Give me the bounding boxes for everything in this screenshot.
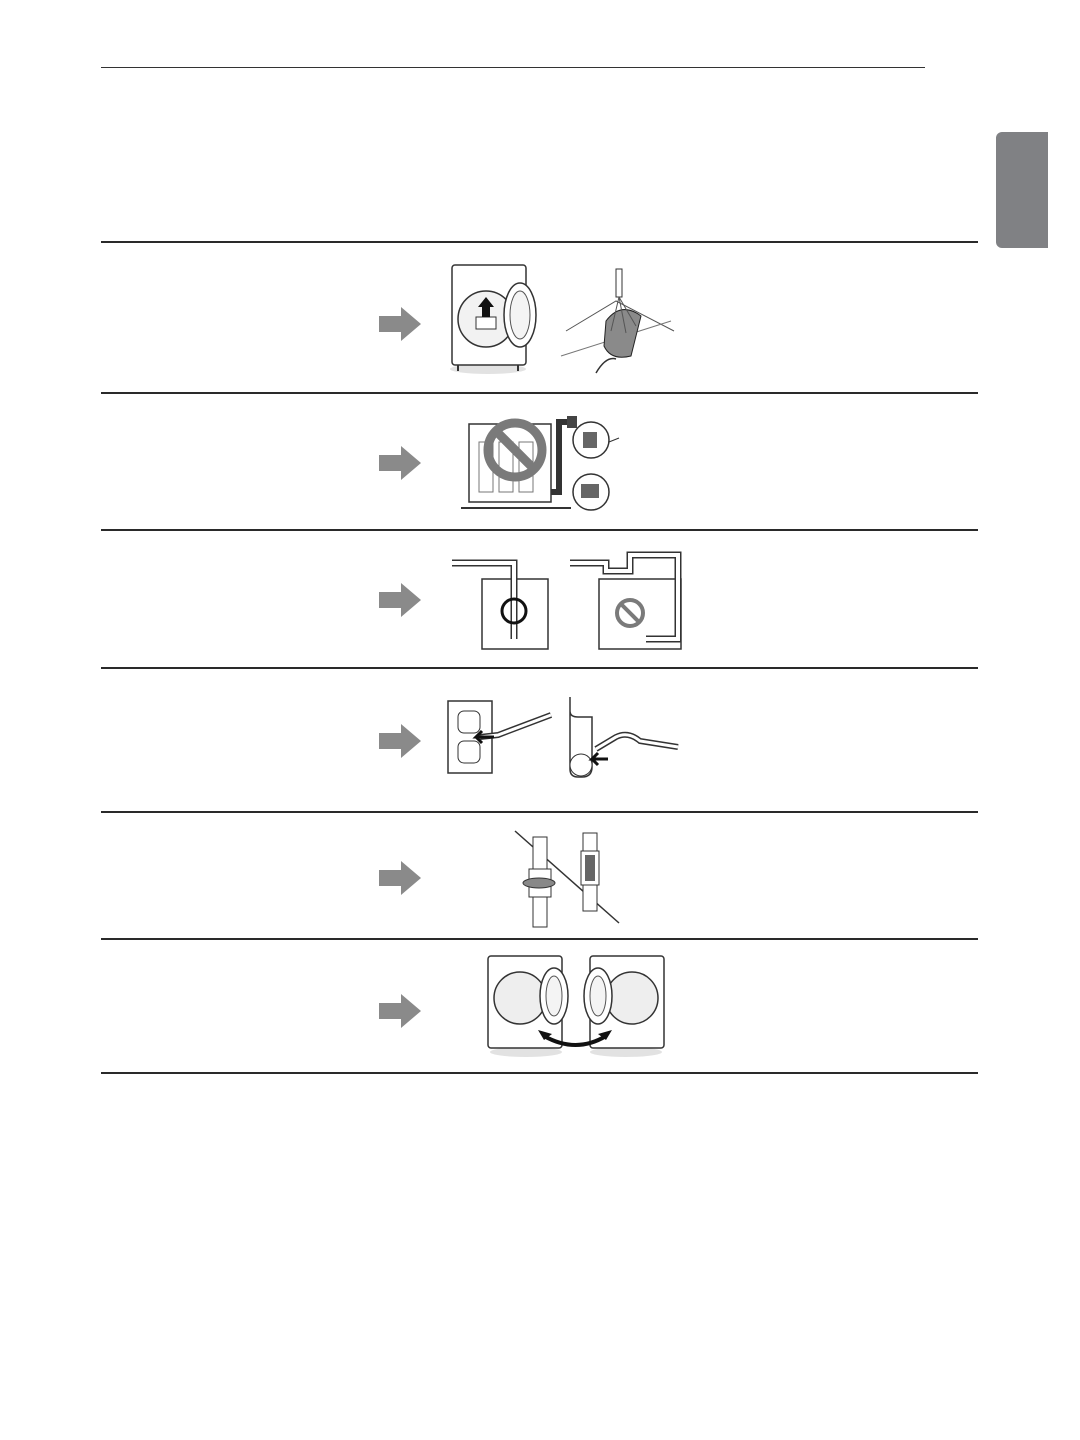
table-row: [101, 241, 978, 392]
header-rule: [101, 67, 925, 68]
exhaust-duct-routing-illustration: [446, 551, 696, 651]
lint-filter-cleaning-illustration: [446, 261, 676, 376]
table-row: [101, 529, 978, 667]
crushed-exhaust-duct-warning-illustration: [461, 412, 631, 512]
troubleshooting-table: [101, 241, 978, 1074]
gas-valve-open-illustration: [511, 829, 631, 929]
arrow-right-icon: [379, 446, 421, 480]
arrow-right-icon: [379, 724, 421, 758]
arrow-right-icon: [379, 307, 421, 341]
power-plug-outlet-illustration: [446, 697, 686, 807]
table-row: [101, 667, 978, 811]
door-reversal-illustration: [486, 954, 666, 1064]
arrow-right-icon: [379, 994, 421, 1028]
arrow-right-icon: [379, 861, 421, 895]
table-row: [101, 392, 978, 529]
table-row: [101, 811, 978, 938]
arrow-right-icon: [379, 583, 421, 617]
language-side-tab: [996, 132, 1048, 248]
table-row: [101, 938, 978, 1074]
